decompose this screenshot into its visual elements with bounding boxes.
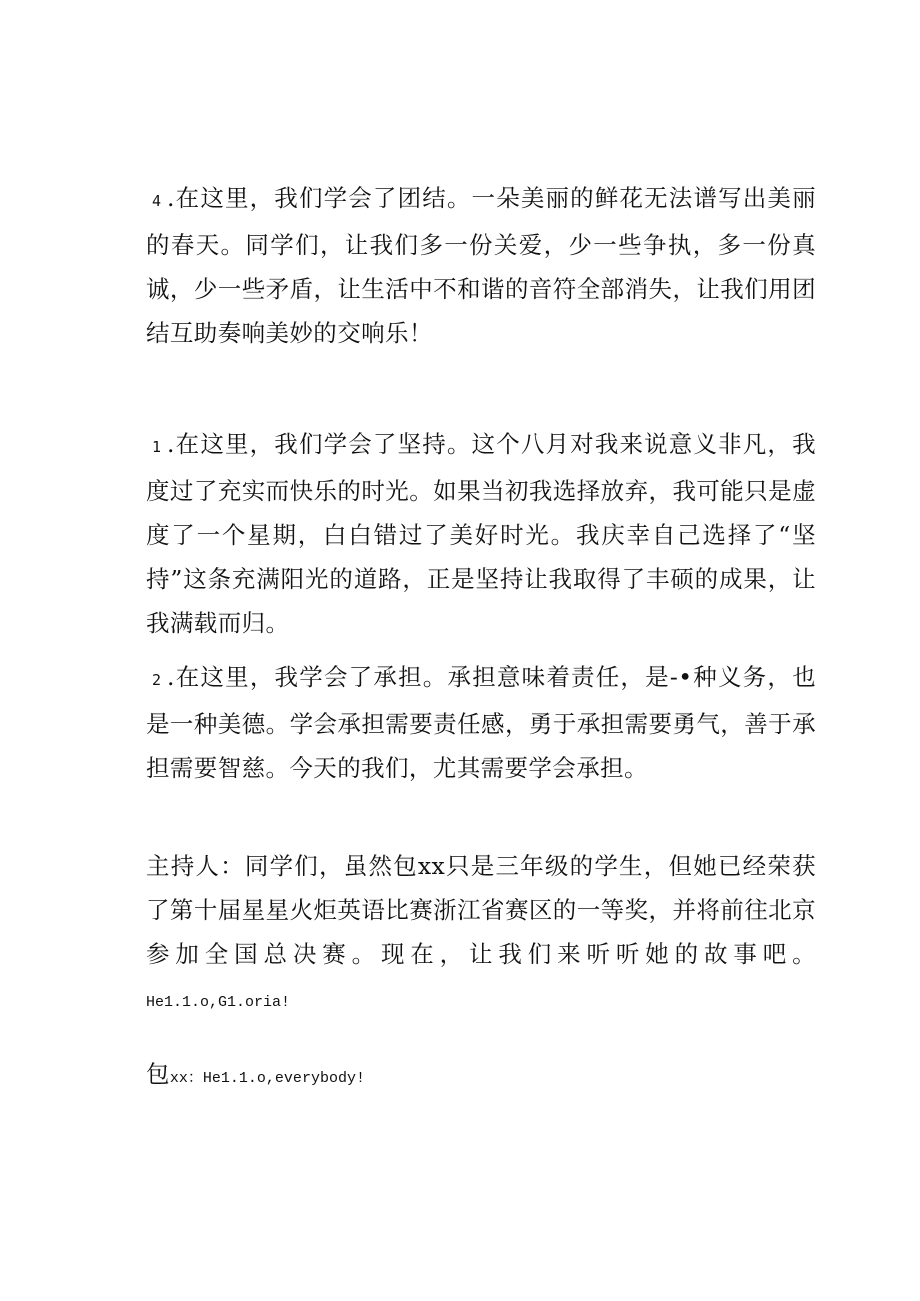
paragraph-unity — [146, 176, 816, 355]
student-paragraph — [146, 1052, 816, 1101]
paragraph-text: .在这里，我学会了承担。承担意味着责任，是-•种义务，也是一种美德。学会承担需要责任感，勇于承担需要勇气，善于承担需要智慈。今天的我们，尤其需要学会承担。 — [146, 663, 816, 782]
host-paragraph — [146, 844, 816, 1025]
student-greeting: He1.1.o,everybody! — [202, 1070, 365, 1087]
host-greeting: He1.1.o,G1.oria! — [146, 994, 291, 1011]
paragraph-responsibility — [146, 655, 816, 790]
host-text: 同学们，虽然包xx只是三年级的学生，但她已经荣获了第十届星星火炬英语比赛浙江省赛区的一等奖，并将前往北京参加全国总决赛。现在，让我们来听听她的故事吧。 — [146, 852, 816, 968]
student-speaker-suffix: xx： — [169, 1070, 203, 1087]
student-speaker-prefix: 包 — [146, 1060, 170, 1088]
paragraph-number: 4 — [152, 192, 162, 210]
paragraph-persistence — [146, 422, 816, 645]
paragraph-number: 2 — [152, 671, 162, 689]
host-speaker-label: 主持人： — [146, 852, 245, 880]
paragraph-text: .在这里，我们学会了团结。一朵美丽的鲜花无法谱写出美丽的春天。同学们，让我们多一份关爱，少一些争执，多一份真诚，少一些矛盾，让生活中不和谐的音符全部消失，让我们用团结互助奏响美妙的交响乐！ — [146, 184, 816, 347]
paragraph-number: 1 — [152, 438, 162, 456]
paragraph-text: .在这里，我们学会了坚持。这个八月对我来说意义非凡，我度过了充实而快乐的时光。如果当初我选择放弃，我可能只是虚度了一个星期，白白错过了美好时光。我庆幸自己选择了“坚持”这条充满阳光的道路，正是坚持让我取得了丰硕的成果，让我满载而归。 — [146, 430, 816, 637]
